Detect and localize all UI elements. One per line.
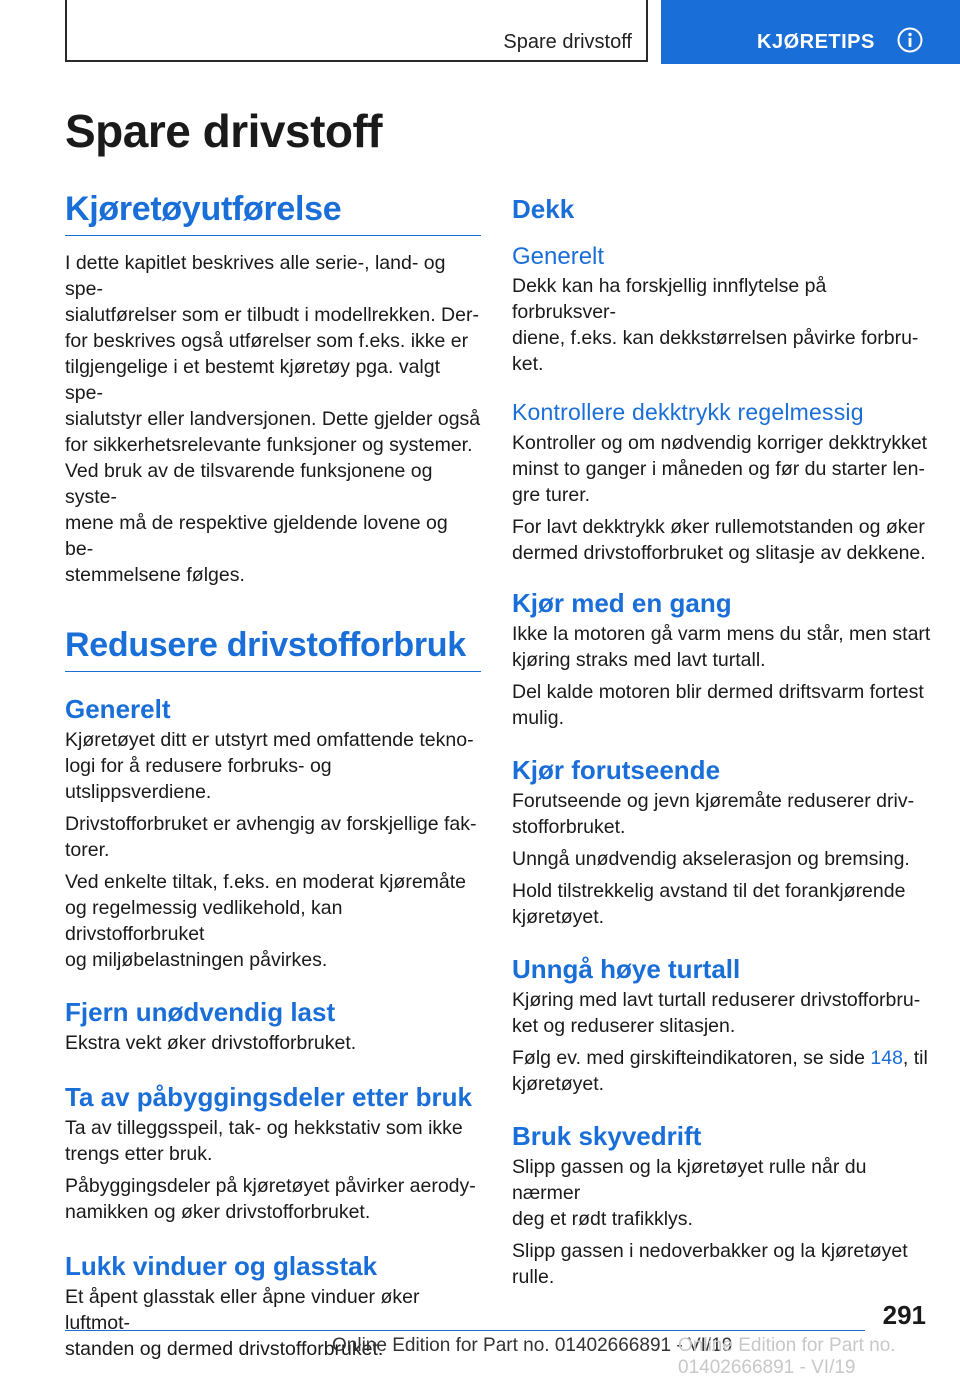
heading-drive-immediately: Kjør med en gang <box>512 588 732 618</box>
heading-reduce-consumption: Redusere drivstofforbruk <box>65 626 481 672</box>
drive-immediately-paragraph-1: Ikke la motoren gå varm mens du står, men start kjøring straks med lavt turtall. <box>512 623 931 671</box>
page-title: Spare drivstoff <box>65 105 383 157</box>
heading-general: Generelt <box>65 694 171 724</box>
heading-coasting: Bruk skyvedrift <box>512 1121 702 1151</box>
heading-avoid-high-rpm: Unngå høye turtall <box>512 954 741 984</box>
heading-remove-attachments: Ta av påbyggingsdeler etter bruk <box>65 1082 472 1112</box>
section-label: KJØRETIPS <box>757 31 875 53</box>
general-paragraph-2: Drivstofforbruket er avhengig av forskjellige fak- torer. <box>65 813 477 861</box>
drive-immediately-paragraph-2: Del kalde motoren blir dermed driftsvarm fortest mulig. <box>512 681 924 729</box>
info-circle-icon[interactable] <box>897 27 923 53</box>
chapter-tab <box>65 0 648 62</box>
heading-anticipate: Kjør forutseende <box>512 755 721 785</box>
heading-vehicle-version: Kjøretøyutførelse <box>65 190 481 236</box>
footer-divider <box>65 1330 865 1331</box>
rpm-paragraph-2: Følg ev. med girskifteindikatoren, se side 148, til kjøretøyet. <box>512 1047 928 1095</box>
heading-close-windows: Lukk vinduer og glasstak <box>65 1251 378 1281</box>
page-header <box>0 0 960 64</box>
coasting-paragraph-1: Slipp gassen og la kjøretøyet rulle når du nærmer deg et rødt trafikklys. <box>512 1156 867 1230</box>
attachments-paragraph-2: Påbyggingsdeler på kjøretøyet påvirker aerody- namikken og øker drivstofforbruket. <box>65 1175 476 1223</box>
remove-load-paragraph: Ekstra vekt øker drivstofforbruket. <box>65 1032 357 1054</box>
page-148-link[interactable]: 148 <box>870 1047 903 1069</box>
heading-tyres: Dekk <box>512 194 575 224</box>
anticipate-paragraph-2: Unngå unødvendig akselerasjon og bremsing. <box>512 848 910 870</box>
pressure-paragraph-1: Kontroller og om nødvendig korriger dekktrykket minst to ganger i måneden og før du starter len- gre turer. <box>512 432 928 506</box>
page-number: 291 <box>882 1300 926 1330</box>
attachments-paragraph-1: Ta av tilleggsspeil, tak- og hekkstativ som ikke trengs etter bruk. <box>65 1117 463 1165</box>
footer-edition-text: Online Edition for Part no. 01402666891 - VI/19 <box>332 1335 733 1356</box>
vehicle-version-text: I dette kapitlet beskrives alle serie-, land- og spe- sialutførelser som er tilbudt i modellrekken. Der- for beskrives også utførelser som f.eks. ikke er tilgjengelige i et bestemt kjøretøy pga. valgt spe- sialutstyr eller landversjonen. Dette gjelder også for sikkerhetsrelevante funksjoner og systemer. Ved bruk av de tilsvarende funksjonene og syste- mene må de respektive gjeldende lovene og be- stemmelsene følges. <box>65 252 481 586</box>
heading-tyres-general: Generelt <box>512 243 605 270</box>
heading-check-pressure: Kontrollere dekktrykk regelmessig <box>512 399 864 425</box>
right-column <box>512 194 932 1290</box>
heading-remove-load: Fjern unødvendig last <box>65 997 336 1027</box>
pressure-paragraph-2: For lavt dekktrykk øker rullemotstanden og øker dermed drivstofforbruket og slitasje av dekkene. <box>512 516 926 564</box>
rpm-paragraph-1: Kjøring med lavt turtall reduserer drivstofforbru- ket og reduserer slitasjen. <box>512 989 921 1037</box>
general-paragraph-3: Ved enkelte tiltak, f.eks. en moderat kjøremåte og regelmessig vedlikehold, kan drivstofforbruket og miljøbelastningen påvirkes. <box>65 871 467 971</box>
watermark: Online Edition for Part no. 01402666891 - VI/19 <box>678 1335 896 1378</box>
section-tab[interactable] <box>661 0 960 64</box>
general-paragraph-1: Kjøretøyet ditt er utstyrt med omfattende tekno- logi for å redusere forbruks- og utslippsverdiene. <box>65 729 474 803</box>
tyres-paragraph-1: Dekk kan ha forskjellig innflytelse på forbruksver- diene, f.eks. kan dekkstørrelsen påvirke forbru- ket. <box>512 275 919 375</box>
anticipate-paragraph-1: Forutseende og jevn kjøremåte reduserer driv- stofforbruket. <box>512 790 915 838</box>
coasting-paragraph-2: Slipp gassen i nedoverbakker og la kjøretøyet rulle. <box>512 1240 908 1288</box>
close-windows-paragraph: Et åpent glasstak eller åpne vinduer øker luftmot- standen og dermed drivstofforbruket. <box>65 1286 420 1360</box>
anticipate-paragraph-3: Hold tilstrekkelig avstand til det forankjørende kjøretøyet. <box>512 880 906 928</box>
chapter-title: Spare drivstoff <box>503 31 632 53</box>
left-column <box>65 190 481 1362</box>
